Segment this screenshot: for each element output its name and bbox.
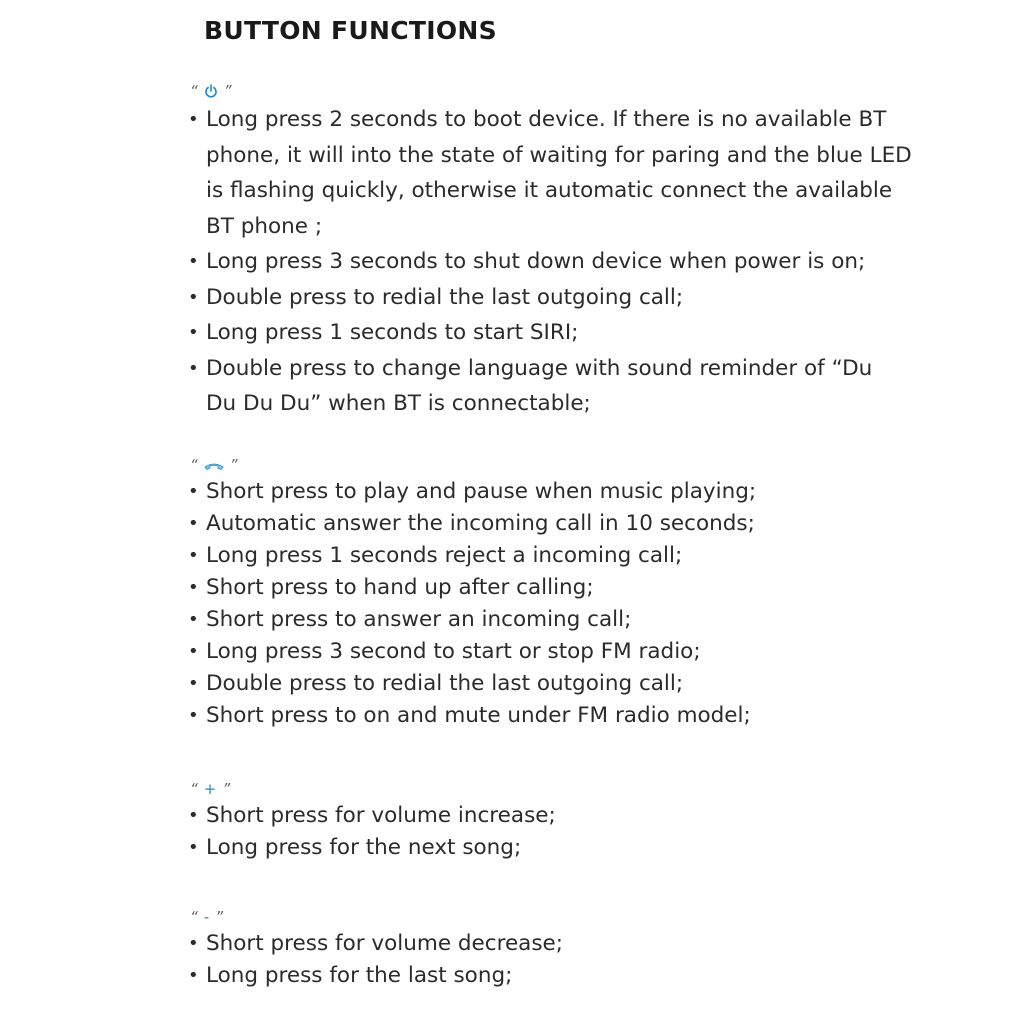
list-item: • Long press 1 seconds reject a incoming call; <box>188 543 683 568</box>
list-item: • Long press for the last song; <box>188 963 513 988</box>
call-function-list <box>186 476 906 732</box>
list-item: • Short press for volume decrease; <box>188 931 564 956</box>
plus-icon: + <box>203 780 217 798</box>
list-item: • Double press to redial the last outgoing call; <box>188 284 684 310</box>
minus-button-label: “ - ” <box>190 908 223 926</box>
list-item: • Long press 3 second to start or stop FM radio; <box>188 639 701 664</box>
list-item: • Short press to on and mute under FM radio model; <box>188 703 751 728</box>
list-item: • Long press for the next song; <box>188 835 522 860</box>
list-item: • Automatic answer the incoming call in 10 seconds; <box>188 511 755 536</box>
call-button-label: “ ” <box>190 456 238 474</box>
list-item: • Double press to change language with sound reminder of “Du Du Du Du” when BT is connectable; <box>188 355 873 416</box>
power-function-list <box>186 102 912 422</box>
list-item: • Long press 3 seconds to shut down device when power is on; <box>188 249 866 274</box>
power-icon <box>204 80 218 102</box>
power-button-label: “ ” <box>190 82 232 100</box>
power-button-section <box>186 80 912 422</box>
minus-icon: - <box>203 908 210 926</box>
minus-button-section <box>186 906 906 992</box>
list-item: • Long press 1 seconds to start SIRI; <box>188 320 579 345</box>
phone-icon <box>204 454 224 476</box>
page-title: BUTTON FUNCTIONS <box>204 16 497 45</box>
plus-button-section <box>186 778 906 864</box>
list-item: • Short press to hand up after calling; <box>188 575 594 600</box>
minus-function-list <box>186 928 906 992</box>
list-item: • Short press to play and pause when music playing; <box>188 479 757 504</box>
plus-button-label: “ + ” <box>190 780 231 798</box>
plus-function-list <box>186 800 906 864</box>
list-item: • Double press to redial the last outgoing call; <box>188 671 684 696</box>
list-item: • Short press to answer an incoming call; <box>188 607 632 632</box>
list-item: • Short press for volume increase; <box>188 803 556 828</box>
call-button-section <box>186 454 906 732</box>
list-item: • Long press 2 seconds to boot device. If there is no available BT phone, it will into the state of waiting for paring and the blue LED is flashing quickly, otherwise it automatic connect the available BT phone ; <box>188 107 912 239</box>
